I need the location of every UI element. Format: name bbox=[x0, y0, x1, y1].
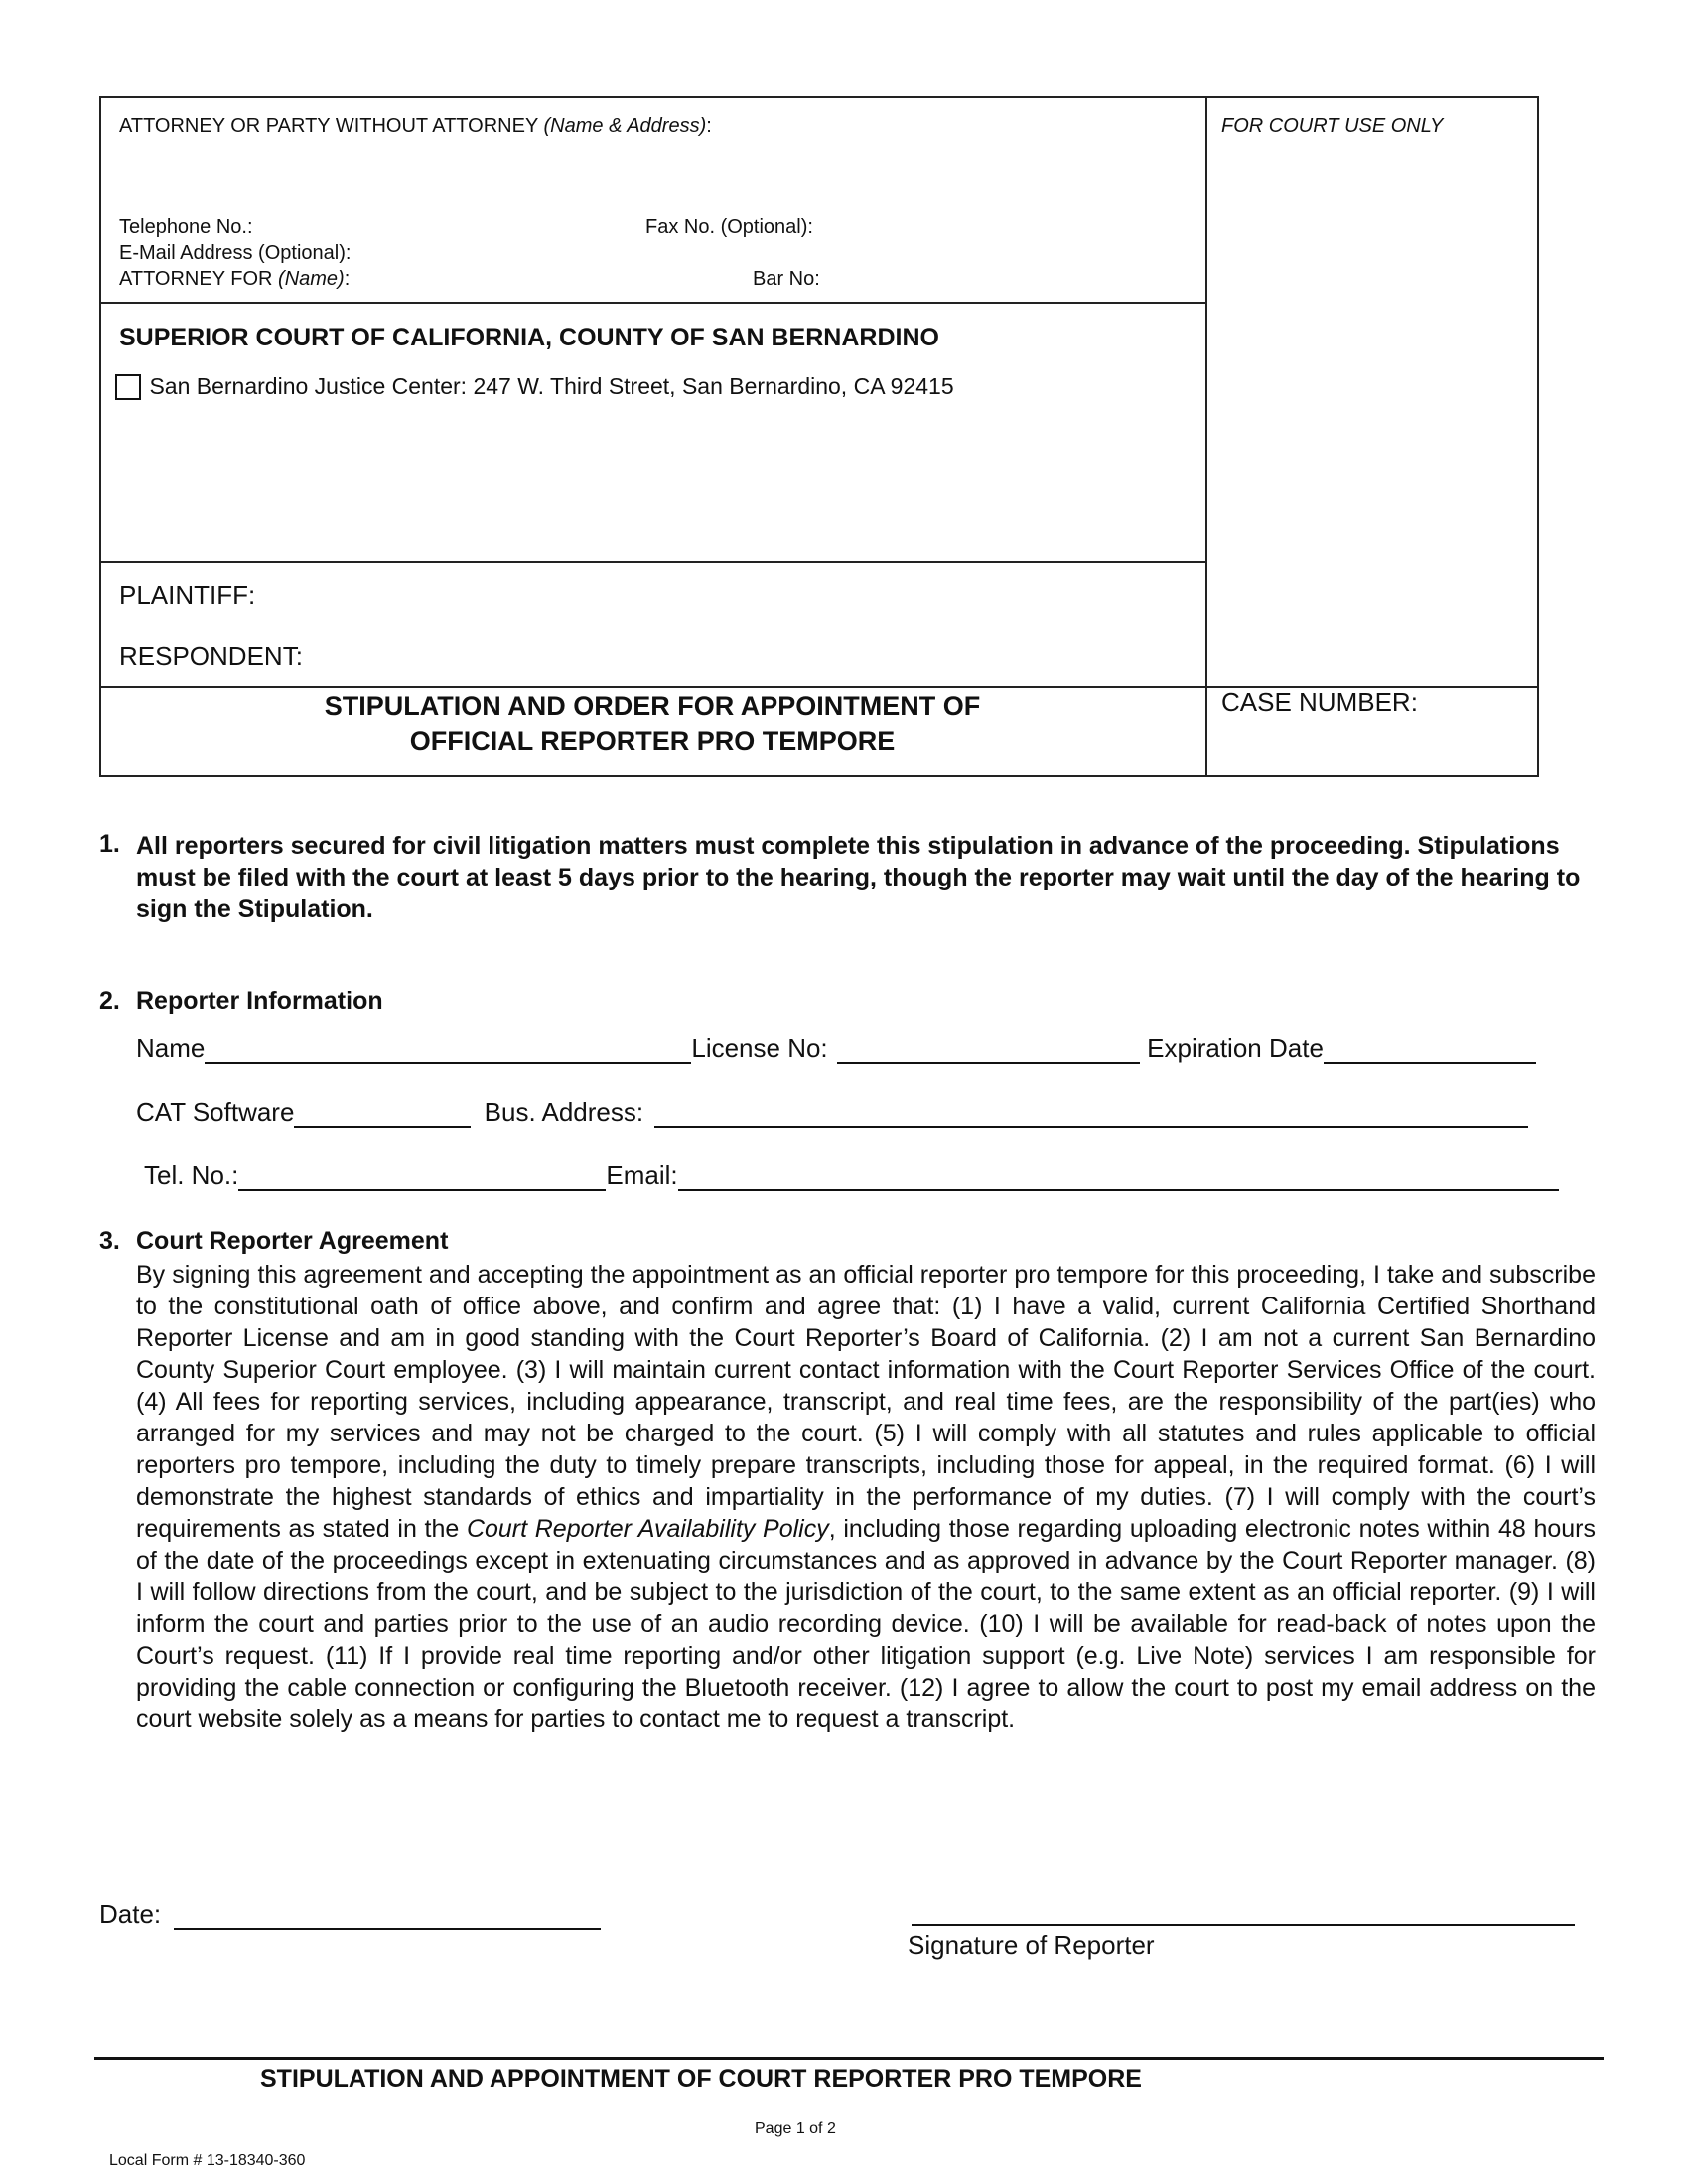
form-number: Local Form # 13-18340-360 bbox=[109, 2152, 306, 2169]
section-1-number: 1. bbox=[99, 830, 120, 858]
bus-address-label: Bus. Address: bbox=[484, 1097, 644, 1127]
document-title-line2: OFFICIAL REPORTER PRO TEMPORE bbox=[409, 726, 896, 755]
tel-label: Tel. No.: bbox=[144, 1160, 239, 1190]
section-3-number: 3. bbox=[99, 1227, 120, 1255]
expiration-label: Expiration Date bbox=[1147, 1033, 1324, 1063]
court-title: SUPERIOR COURT OF CALIFORNIA, COUNTY OF SAN BERNARDINO bbox=[119, 324, 939, 351]
document-title-line1: STIPULATION AND ORDER FOR APPOINTMENT OF bbox=[324, 691, 981, 721]
section-3-heading: Court Reporter Agreement bbox=[136, 1227, 449, 1255]
agreement-text bbox=[136, 1259, 1596, 1735]
bar-no-label: Bar No: bbox=[753, 268, 820, 290]
footer-title: STIPULATION AND APPOINTMENT OF COURT REPORTER PRO TEMPORE bbox=[260, 2065, 1142, 2093]
name-field[interactable] bbox=[205, 1032, 691, 1064]
court-use-label: FOR COURT USE ONLY bbox=[1221, 115, 1444, 137]
agreement-text-a: By signing this agreement and accepting the appointment as an official reporter pro tempore for this proceeding, I take and subscribe to the constitutional oath of office above, and confirm and agree that: (1) I have a valid, current California Certified Shorthand Reporter License and am in good standing with the Court Reporter’s Board of California. (2) I am not a current San Bernardino County Superior Court employee. (3) I will maintain current contact information with the Court Reporter Services Office of the court.(4) All fees for reporting services, including appearance, transcript, and real time fees, are the responsibility of the part(ies) who arranged for my services and may not be charged to the court. (5) I will comply with all statutes and rules applicable to official reporters pro tempore, including the duty to timely prepare transcripts, including those for appeal, in the required format. (6) I will demonstrate the highest standards of ethics and impartiality in the performance of my duties. (7) I will comply with the court’s requirements as stated in the bbox=[136, 1261, 1596, 1543]
license-field[interactable] bbox=[837, 1032, 1140, 1064]
email-optional-label: E-Mail Address (Optional): bbox=[119, 242, 352, 264]
date-field[interactable] bbox=[174, 1898, 601, 1930]
license-label: License No: bbox=[691, 1033, 828, 1063]
telephone-label: Telephone No.: bbox=[119, 216, 253, 238]
court-location-text: San Bernardino Justice Center: 247 W. Third Street, San Bernardino, CA 92415 bbox=[149, 373, 954, 399]
cat-software-label: CAT Software bbox=[136, 1097, 295, 1127]
section-2-heading: Reporter Information bbox=[136, 987, 383, 1015]
reporter-name-row bbox=[136, 1032, 1536, 1064]
signature-field[interactable] bbox=[912, 1924, 1575, 1926]
respondent-label: RESPONDENT: bbox=[119, 641, 303, 671]
page-number: Page 1 of 2 bbox=[755, 2120, 836, 2137]
bus-address-field[interactable] bbox=[654, 1096, 1528, 1128]
attorney-for-label: ATTORNEY FOR (Name): bbox=[119, 268, 351, 290]
email-label: Email: bbox=[606, 1160, 678, 1190]
name-label: Name bbox=[136, 1033, 206, 1063]
reporter-contact-row bbox=[144, 1160, 1559, 1191]
document-title bbox=[99, 689, 1205, 758]
court-divider bbox=[99, 561, 1206, 563]
section-2-number: 2. bbox=[99, 987, 120, 1015]
date-label: Date: bbox=[99, 1899, 162, 1929]
attorney-divider bbox=[99, 302, 1206, 304]
agreement-text-b: , including those regarding uploading electronic notes within 48 hours of the date of the proceedings except in extenuating circumstances and as approved in advance by the Court Reporter manager. (8) I will follow directions from the court, and be subject to the jurisdiction of the court, to the same extent as an official reporter. (9) I will inform the court and parties prior to the use of an audio recording device. (10) I will be available for read-back of notes upon the Court’s request. (11) If I provide real time reporting and/or other litigation support (e.g. Live Note) services I am responsible for providing the cable connection or configuring the Bluetooth receiver. (12) I agree to allow the court to post my email address on the court website solely as a means for parties to contact me to request a transcript. bbox=[136, 1515, 1596, 1733]
fax-label: Fax No. (Optional): bbox=[645, 216, 813, 238]
court-use-divider bbox=[1205, 96, 1207, 777]
plaintiff-label: PLAINTIFF: bbox=[119, 580, 256, 610]
court-location-row bbox=[115, 373, 954, 400]
availability-policy-text: Court Reporter Availability Policy bbox=[466, 1515, 829, 1543]
tel-field[interactable] bbox=[238, 1160, 606, 1191]
case-number-label: CASE NUMBER: bbox=[1221, 687, 1418, 717]
attorney-label: ATTORNEY OR PARTY WITHOUT ATTORNEY (Name & Address): bbox=[119, 115, 712, 137]
reporter-cat-row bbox=[136, 1096, 1528, 1128]
expiration-field[interactable] bbox=[1324, 1032, 1536, 1064]
caption-box bbox=[99, 96, 1539, 777]
date-row bbox=[99, 1898, 601, 1930]
justice-center-checkbox[interactable] bbox=[115, 374, 141, 400]
footer-rule bbox=[94, 2057, 1604, 2060]
section-1-text: All reporters secured for civil litigation matters must complete this stipulation in advance of the proceeding. Stipulations must be filed with the court at least 5 days prior to the hearing, though the reporter may wait until the day of the hearing to sign the Stipulation. bbox=[136, 832, 1581, 923]
email-field[interactable] bbox=[678, 1160, 1559, 1191]
cat-software-field[interactable] bbox=[294, 1096, 471, 1128]
signature-label: Signature of Reporter bbox=[908, 1930, 1155, 1960]
